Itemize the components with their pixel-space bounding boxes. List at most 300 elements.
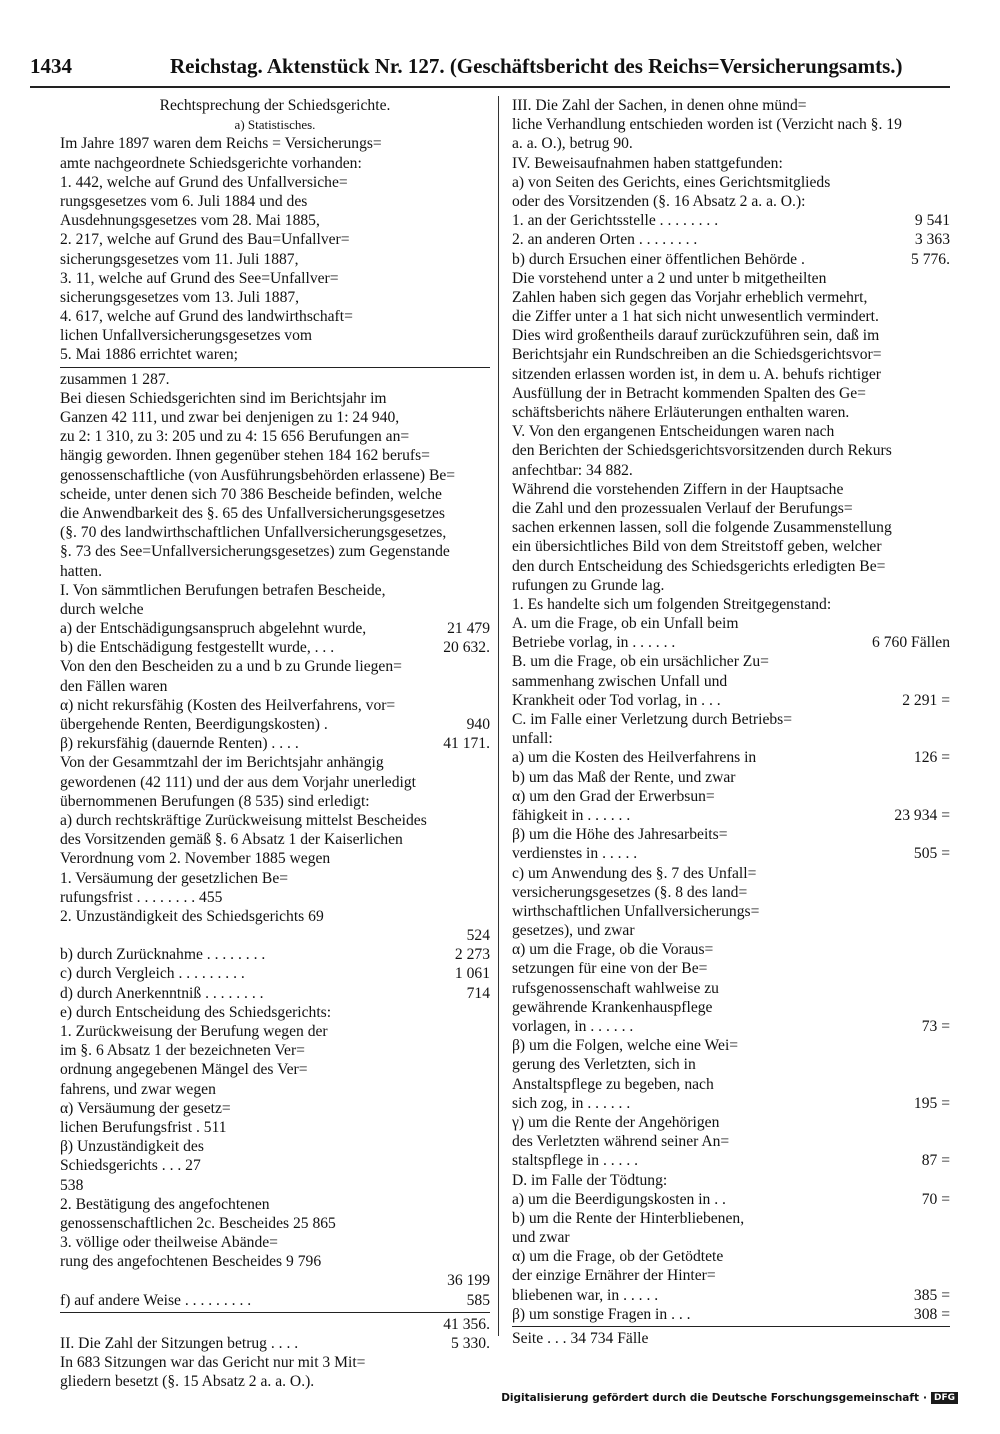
line-text: Ausdehnungsgesetzes vom 28. Mai 1885, [60,212,320,230]
line-text: ein übersichtliches Bild von dem Streitstoff geben, welcher [512,538,882,556]
text-line [512,288,950,307]
line-text: III. Die Zahl der Sachen, in denen ohne münd= [512,97,807,114]
line-text: 1. an der Gerichtsstelle . . . . . . . . [512,212,719,230]
line-text: a. a. O.), betrug 90. [512,135,633,153]
text-line [60,581,490,600]
line-text: α) um den Grad der Erwerbsun= [512,787,715,805]
line-number: 41 171. [443,735,490,753]
line-text: setzungen für eine von der Be= [512,960,708,978]
text-line [60,1214,490,1233]
line-text: C. im Falle einer Verletzung durch Betriebs= [512,711,793,728]
line-text: a) durch rechtskräftige Zurückweisung mittelst Bescheides [60,811,427,829]
text-line [512,441,950,460]
line-text: Berichtsjahr ein Rundschreiben an die Schiedsgerichtsvor= [512,346,882,364]
line-text: d) durch Anerkenntniß . . . . . . . . [60,984,264,1002]
line-text: liche Verhandlung entschieden worden ist (Verzicht nach §. 19 [512,116,902,134]
right-column [512,96,950,1348]
text-line [60,984,490,1003]
line-text: b) um die Rente der Hinterbliebenen, [512,1209,745,1227]
text-line [512,1171,950,1190]
line-text: amte nachgeordnete Schiedsgerichte vorhanden: [60,154,362,172]
text-line [512,211,950,230]
text-line [60,1003,490,1022]
text-line [60,504,490,523]
text-line [60,134,490,153]
line-text: den durch Entscheidung des Schiedsgerichts erledigten Be= [512,557,886,575]
text-rule [60,367,490,368]
text-line [60,926,490,945]
line-text: II. Die Zahl der Sitzungen betrug . . . . [60,1335,299,1352]
line-text: gliedern besetzt (§. 15 Absatz 2 a. a. O.). [60,1373,315,1391]
page-title: Reichstag. Aktenstück Nr. 127. (Geschäftsbericht des Reichs=Versicherungsamts.) [170,54,903,78]
page-number: 1434 [30,54,72,78]
text-line [512,768,950,787]
line-number: 9 541 [914,212,950,230]
line-text: β) um die Folgen, welche eine Wei= [512,1037,739,1055]
text-line [512,614,950,633]
text-line [512,250,950,269]
line-text: I. Von sämmtlichen Berufungen betrafen Bescheide, [60,581,386,599]
text-line [60,446,490,465]
text-line [512,115,950,134]
line-text: sitzenden erlassen worden ist, in dem u. A. behufs richtiger [512,365,881,383]
line-text: vorlagen, in . . . . . . [512,1018,634,1035]
text-line [512,998,950,1017]
line-text: gewordenen (42 111) und der aus dem Vorjahr unerledigt [60,773,416,791]
line-text: übergehende Renten, Beerdigungskosten) . [60,716,328,733]
text-line [512,748,950,767]
text-line [60,115,490,134]
text-line [512,1286,950,1305]
line-text: Während die vorstehenden Ziffern in der Hauptsache [512,480,844,498]
text-line [60,542,490,561]
line-text: des Vorsitzenden gemäß §. 6 Absatz 1 der Kaiserlichen [60,831,403,849]
text-line [60,96,490,115]
text-line [60,562,490,581]
line-number: 20 632. [443,639,490,657]
line-text: staltspflege in . . . . . [512,1152,639,1170]
text-line [512,154,950,173]
text-line [60,1080,490,1099]
line-text: Rechtsprechung der Schiedsgerichte. [159,97,391,114]
line-text: oder des Vorsitzenden (§. 16 Absatz 2 a. a. O.): [512,192,806,210]
line-text: unfall: [512,730,553,748]
line-text: Anstaltspflege zu begeben, nach [512,1075,714,1093]
line-text: b) um das Maß der Rente, und zwar [512,768,736,786]
text-line [512,326,950,345]
line-number: 5 330. [451,1335,490,1352]
text-line [512,461,950,480]
line-text: β) rekursfähig (dauernde Renten) . . . . [60,735,299,753]
text-line [512,921,950,940]
text-line [512,384,950,403]
text-line [60,619,490,638]
text-line [512,864,950,883]
line-text: IV. Beweisaufnahmen haben stattgefunden: [512,154,783,172]
text-line [60,945,490,964]
line-text: In 683 Sitzungen war das Gericht nur mit 3 Mit= [60,1354,366,1372]
line-text: genossenschaftlichen 2c. Bescheides 25 865 [60,1214,336,1232]
line-text: 1. 442, welche auf Grund des Unfallversiche= [60,173,348,191]
text-line [512,1266,950,1285]
text-line [512,979,950,998]
line-text: übernommenen Berufungen (8 535) sind erledigt: [60,792,370,810]
text-rule [512,1326,950,1327]
line-text: Seite . . . 34 734 Fälle [512,1330,649,1347]
line-number: 1 061 [454,965,490,983]
line-text: genossenschaftliche (von Ausführungsbehörden erlassene) Be= [60,466,456,484]
text-line [512,1055,950,1074]
line-text: ordnung angegebenen Mängel des Ver= [60,1061,308,1079]
text-line [60,964,490,983]
text-line [512,1017,950,1036]
line-text: b) die Entschädigung festgestellt wurde, . . . [60,639,335,657]
text-line [512,729,950,748]
line-text: 4. 617, welche auf Grund des landwirthschaft= [60,308,353,326]
line-text: hängig geworden. Ihnen gegenüber stehen 184 162 berufs= [60,447,430,465]
page-header [30,50,960,84]
line-number: 714 [466,984,490,1002]
line-text: schäftsberichts nähere Erläuterungen enthalten waren. [512,404,850,421]
text-line [60,1291,490,1310]
line-text: gesetzes), und zwar [512,922,635,940]
line-number: 2 273 [454,946,490,964]
text-line [60,1271,490,1290]
text-line [512,710,950,729]
text-line [512,652,950,671]
line-text: rufungsfrist . . . . . . . . 455 [60,888,223,906]
text-line [60,230,490,249]
text-line [512,403,950,422]
line-text: Betriebe vorlag, in . . . . . . [512,634,676,652]
text-line [512,173,950,192]
line-text: Dies wird großentheils darauf zurückzuführen sein, daß im [512,327,880,345]
text-line [512,1036,950,1055]
line-text: zusammen 1 287. [60,370,170,388]
line-text: wirthschaftlichen Unfallversicherungs= [512,902,760,920]
text-line [60,888,490,907]
text-line [60,1315,490,1334]
column-divider [498,96,499,1336]
text-line [60,523,490,542]
line-text: α) um die Frage, ob die Voraus= [512,941,714,959]
text-line [60,773,490,792]
line-number: 73 = [921,1018,950,1035]
text-line [60,753,490,772]
text-line [512,576,950,595]
line-text: und zwar [512,1229,570,1247]
text-line [512,1094,950,1113]
text-line [60,1118,490,1137]
text-line [512,269,950,288]
text-line [60,345,490,364]
line-text: der einzige Ernährer der Hinter= [512,1267,716,1285]
line-number: 524 [466,927,490,945]
line-number: 308 = [913,1305,950,1323]
line-text: Verordnung vom 2. November 1885 wegen [60,850,331,868]
text-line [60,600,490,619]
line-number: 36 199 [447,1272,490,1290]
line-text: durch welche [60,600,144,618]
text-line [512,537,950,556]
text-line [60,830,490,849]
line-text: sich zog, in . . . . . . [512,1094,631,1112]
line-text: den Berichten der Schiedsgerichtsvorsitzenden durch Rekurs [512,442,892,460]
text-line [512,940,950,959]
line-number: 505 = [913,845,950,863]
text-line [512,672,950,691]
line-text: b) durch Ersuchen einer öffentlichen Behörde . [512,250,805,268]
header-rule [30,86,950,88]
text-line [60,638,490,657]
text-line [512,345,950,364]
line-text: 2. an anderen Orten . . . . . . . . [512,231,698,249]
line-number: 70 = [921,1190,950,1208]
text-line [60,734,490,753]
text-line [60,192,490,211]
text-line [60,1137,490,1156]
text-line [512,422,950,441]
line-number: 2 291 = [902,691,950,709]
line-text: Ausfüllung der in Betracht kommenden Spalten des Ge= [512,384,866,402]
text-line [512,959,950,978]
text-line [512,518,950,537]
text-line [512,1209,950,1228]
line-text: den Fällen waren [60,677,168,695]
text-line [60,1195,490,1214]
text-line [60,211,490,230]
line-text: Zahlen haben sich gegen das Vorjahr erheblich vermehrt, [512,288,868,306]
line-number: 195 = [913,1094,950,1112]
text-line [60,173,490,192]
line-text: 3. völlige oder theilweise Abände= [60,1234,278,1252]
line-text: α) Versäumung der gesetz= [60,1099,231,1117]
text-line [60,907,490,926]
line-text: a) um die Kosten des Heilverfahrens in [512,749,757,767]
line-text: rufsgenossenschaft wahlweise zu [512,979,719,997]
line-text: Von den den Bescheiden zu a und b zu Grunde liegen= [60,658,402,676]
text-line [60,1176,490,1195]
line-text: §. 73 des See=Unfallversicherungsgesetzes) zum Gegenstande [60,543,450,561]
line-text: β) Unzuständigkeit des [60,1138,204,1156]
text-line [60,811,490,830]
text-line [60,154,490,173]
text-line [60,849,490,868]
line-text: e) durch Entscheidung des Schiedsgerichts: [60,1003,332,1021]
text-line [60,1060,490,1079]
line-number: 41 356. [443,1315,490,1333]
line-number: 126 = [913,749,950,767]
line-text: a) der Entschädigungsanspruch abgelehnt wurde, [60,620,367,638]
line-text: c) durch Vergleich . . . . . . . . . [60,965,245,983]
text-line [60,715,490,734]
line-text: a) Statistisches. [234,117,316,133]
text-rule [60,1312,490,1313]
line-text: a) von Seiten des Gerichts, eines Gerichtsmitglieds [512,173,831,191]
text-line [512,230,950,249]
footer-text: Digitalisierung gefördert durch die Deutsche Forschungsgemeinschaft [501,1392,919,1404]
text-line [512,480,950,499]
line-text: α) nicht rekursfähig (Kosten des Heilverfahrens, vor= [60,696,396,714]
line-text: hatten. [60,562,102,580]
text-line [512,499,950,518]
line-text: lichen Berufungsfrist . 511 [60,1118,227,1136]
text-line [60,1252,490,1271]
line-text: Bei diesen Schiedsgerichten sind im Berichtsjahr im [60,389,387,407]
footer-credit: Digitalisierung gefördert durch die Deutsche Forschungsgemeinschaft · DFG [501,1392,958,1404]
line-number: 6 760 Fällen [872,634,950,652]
line-text: verdienstes in . . . . . [512,845,638,863]
line-text: 2. 217, welche auf Grund des Bau=Unfallver= [60,231,350,249]
line-text: fahrens, und zwar wegen [60,1080,216,1098]
text-line [512,806,950,825]
line-text: versicherungsgesetzes (§. 8 des land= [512,883,748,901]
line-number: 23 934 = [894,806,950,824]
text-line [60,1156,490,1175]
text-line [512,902,950,921]
text-line [512,595,950,614]
line-text: Ganzen 42 111, und zwar bei denjenigen zu 1: 24 940, [60,409,400,426]
text-line [512,192,950,211]
line-text: γ) um die Rente der Angehörigen [512,1113,720,1131]
text-line [60,657,490,676]
line-text: sachen erkennen lassen, soll die folgende Zusammenstellung [512,519,892,537]
text-line [512,1151,950,1170]
line-number: 5 776. [911,250,950,268]
line-text: V. Von den ergangenen Entscheidungen waren nach [512,423,835,441]
text-line [512,134,950,153]
text-line [512,1190,950,1209]
text-line [512,307,950,326]
text-line [60,1233,490,1252]
line-text: Von der Gesammtzahl der im Berichtsjahr anhängig [60,754,384,772]
line-text: fähigkeit in . . . . . . [512,806,631,824]
line-number: 940 [466,716,490,733]
line-text: bliebenen war, in . . . . . [512,1286,659,1304]
text-line [60,696,490,715]
line-text: b) durch Zurücknahme . . . . . . . . [60,946,266,964]
line-text: im §. 6 Absatz 1 der bezeichneten Ver= [60,1042,305,1060]
text-line [60,1372,490,1391]
text-line [512,883,950,902]
line-text: 3. 11, welche auf Grund des See=Unfallver= [60,269,339,287]
text-line [60,1353,490,1372]
text-line [512,633,950,652]
line-text: scheide, unter denen sich 70 386 Bescheide befinden, welche [60,485,442,503]
text-line [60,389,490,408]
line-text: (§. 70 des landwirthschaftlichen Unfallversicherungsgesetzes, [60,524,447,542]
text-line [512,1228,950,1247]
text-line [60,1022,490,1041]
line-text: rufungen zu Grunde lag. [512,576,665,594]
line-text: gerung des Verletzten, sich in [512,1056,696,1074]
text-line [512,825,950,844]
line-number: 3 363 [914,231,950,249]
line-number: 87 = [921,1152,950,1170]
line-text: Im Jahre 1897 waren dem Reichs = Versicherungs= [60,135,382,153]
line-text: zu 2: 1 310, zu 3: 205 und zu 4: 15 656 Berufungen an= [60,428,410,446]
line-text: B. um die Frage, ob ein ursächlicher Zu= [512,653,769,671]
line-text: 2. Unzuständigkeit des Schiedsgerichts 69 [60,907,324,925]
text-line [60,485,490,504]
line-text: die Zahl und den prozessualen Verlauf der Berufungs= [512,499,853,517]
text-line [60,466,490,485]
text-line [60,869,490,888]
line-number: 385 = [913,1286,950,1304]
text-line [60,427,490,446]
line-text: rungsgesetzes vom 6. Juli 1884 und des [60,192,308,210]
line-text: a) um die Beerdigungskosten in . . [512,1190,726,1208]
text-line [60,408,490,427]
text-line [60,269,490,288]
text-line [512,1113,950,1132]
text-line [60,677,490,696]
text-line [60,288,490,307]
line-text: die Ziffer unter a 1 hat sich nicht unwesentlich vermindert. [512,308,879,326]
text-line [512,365,950,384]
line-text: des Verletzten während seiner An= [512,1133,730,1151]
text-line [60,370,490,389]
line-text: c) um Anwendung des §. 7 des Unfall= [512,864,757,882]
left-column [60,96,490,1392]
line-text: 1. Es handelte sich um folgenden Streitgegenstand: [512,595,832,613]
line-text: β) um sonstige Fragen in . . . [512,1305,691,1323]
text-line [512,1305,950,1324]
line-number: 585 [466,1291,490,1309]
text-line [60,792,490,811]
text-line [512,787,950,806]
line-text: 1. Versäumung der gesetzlichen Be= [60,869,289,887]
line-text: lichen Unfallversicherungsgesetzes vom [60,327,313,345]
text-line [512,1247,950,1266]
text-line [60,1099,490,1118]
text-line [60,326,490,345]
line-text: A. um die Frage, ob ein Unfall beim [512,615,739,633]
line-text: Die vorstehend unter a 2 und unter b mitgetheilten [512,269,827,287]
text-line [60,250,490,269]
text-line [60,1041,490,1060]
text-line [512,691,950,710]
line-text: die Anwendbarkeit des §. 65 des Unfallversicherungsgesetzes [60,504,445,522]
line-text: sicherungsgesetzes vom 13. Juli 1887, [60,288,300,306]
text-line [512,1132,950,1151]
line-text: β) um die Höhe des Jahresarbeits= [512,826,728,844]
line-text: 2. Bestätigung des angefochtenen [60,1195,270,1213]
text-line [512,557,950,576]
line-text: Krankheit oder Tod vorlag, in . . . [512,691,721,709]
dfg-logo: DFG [931,1392,958,1404]
line-text: sicherungsgesetzes vom 11. Juli 1887, [60,250,299,268]
line-text: gewährende Krankenhauspflege [512,998,713,1016]
text-line [512,844,950,863]
line-text: rung des angefochtenen Bescheides 9 796 [60,1253,322,1271]
line-text: sammenhang zwischen Unfall und [512,672,728,690]
line-text: D. im Falle der Tödtung: [512,1171,668,1189]
line-text: 1. Zurückweisung der Berufung wegen der [60,1023,328,1040]
line-number: 21 479 [447,620,490,638]
text-line [512,1075,950,1094]
text-line [60,1334,490,1353]
line-text: f) auf andere Weise . . . . . . . . . [60,1291,252,1309]
line-text: 538 [60,1176,84,1194]
text-line [512,1329,950,1348]
text-line [60,307,490,326]
line-text: 5. Mai 1886 errichtet waren; [60,346,238,364]
line-text: α) um die Frage, ob der Getödtete [512,1248,724,1266]
line-text: Schiedsgerichts . . . 27 [60,1157,201,1175]
text-line [512,96,950,115]
line-text: anfechtbar: 34 882. [512,461,633,479]
